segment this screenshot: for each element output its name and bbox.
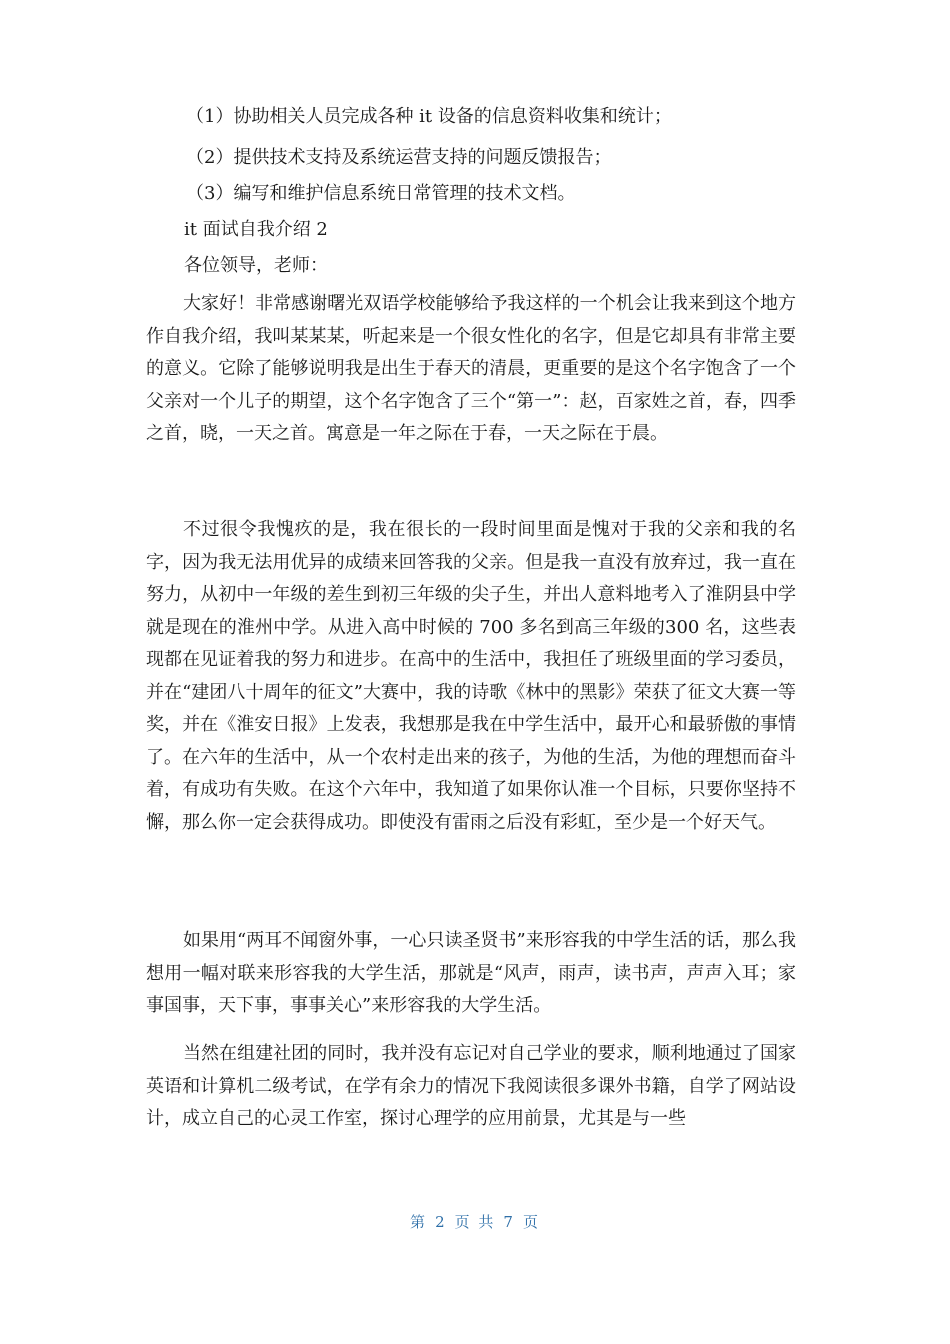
page-footer xyxy=(0,1212,950,1232)
list-item-3: （3）编写和维护信息系统日常管理的技术文档。 xyxy=(186,183,576,204)
paragraph-1: 大家好！非常感谢曙光双语学校能够给予我这样的一个机会让我来到这个地方作自我介绍，我叫某某某，听起来是一个很女性化的名字，但是它却具有非常主要的意义。它除了能够说明我是出生于春天的清晨，更重要的是这个名字饱含了一个父亲对一个儿子的期望，这个名字饱含了三个“第一”：赵，百家姓之首，春，四季之首，晓，一天之首。寓意是一年之际在于春，一天之际在于晨。 xyxy=(146,293,796,444)
footer-suffix: 页 xyxy=(522,1213,540,1231)
paragraph-3: 如果用“两耳不闻窗外事，一心只读圣贤书”来形容我的中学生活的话，那么我想用一幅对联来形容我的大学生活，那就是“风声，雨声，读书声，声声入耳；家事国事，天下事，事事关心”来形容我的大学生活。 xyxy=(146,930,796,1016)
footer-prefix: 第 xyxy=(410,1213,428,1231)
paragraph-4: 当然在组建社团的同时，我并没有忘记对自己学业的要求，顺利地通过了国家英语和计算机二级考试，在学有余力的情况下我阅读很多课外书籍，自学了网站设计，成立自己的心灵工作室，探讨心理学的应用前景，尤其是与一些 xyxy=(146,1043,796,1129)
list-item-2: （2）提供技术支持及系统运营支持的问题反馈报告； xyxy=(186,147,612,168)
section-title: it 面试自我介绍 2 xyxy=(184,219,328,240)
salutation: 各位领导，老师： xyxy=(184,255,328,276)
footer-middle: 页 共 xyxy=(454,1213,496,1231)
current-page-number: 2 xyxy=(435,1213,447,1231)
list-item-1: （1）协助相关人员完成各种 it 设备的信息资料收集和统计； xyxy=(186,106,672,127)
total-pages-number: 7 xyxy=(503,1213,515,1231)
paragraph-2: 不过很令我愧疚的是，我在很长的一段时间里面是愧对于我的父亲和我的名字，因为我无法用优异的成绩来回答我的父亲。但是我一直没有放弃过，我一直在努力，从初中一年级的差生到初三年级的尖子生，并出人意料地考入了淮阴县中学就是现在的淮州中学。从进入高中时候的 700 多名到高三年级的300 名，这些表现都在见证着我的努力和进步。在高中的生活中，我担任了班级里面的学习委员，并在“建团八十周年的征文”大赛中，我的诗歌《林中的黑影》荣获了征文大赛一等奖，并在《淮安日报》上发表，我想那是我在中学生活中，最开心和最骄傲的事情了。在六年的生活中，从一个农村走出来的孩子，为他的生活，为他的理想而奋斗着，有成功有失败。在这个六年中，我知道了如果你认准一个目标，只要你坚持不懈，那么你一定会获得成功。即使没有雷雨之后没有彩虹，至少是一个好天气。 xyxy=(146,519,796,833)
